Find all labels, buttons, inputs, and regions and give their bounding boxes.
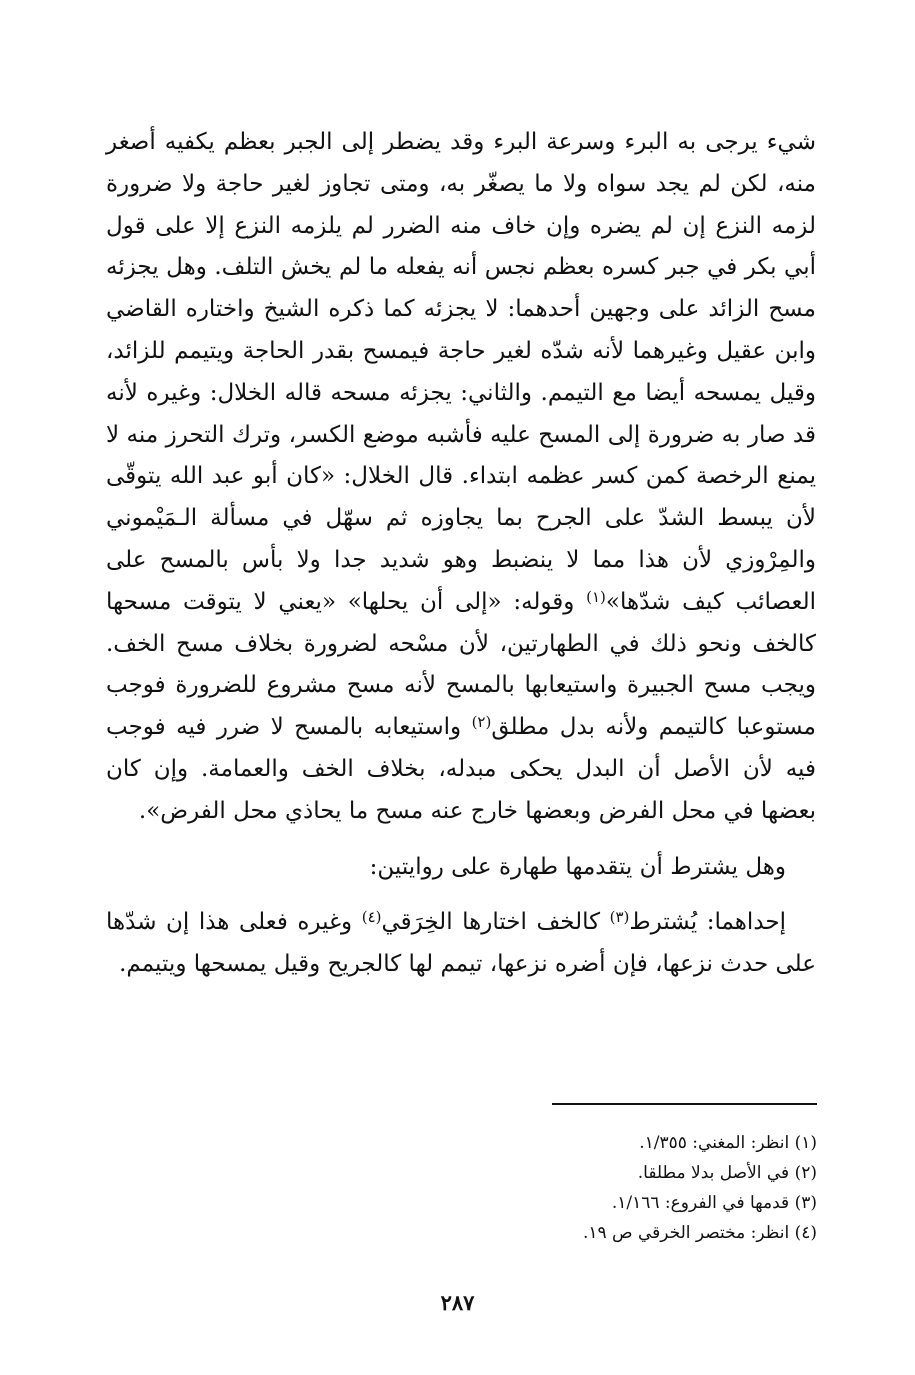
footnote-ref-4: (٤) xyxy=(361,908,382,927)
main-text xyxy=(106,122,816,986)
text-segment: واستيعابه بالمسح لا ضرر فيه فوجب فيه لأن الأصل أن البدل يحكى مبدله، بخلاف الخف والعمامة. وإن كان بعضها في محل الفرض وبعضها خارج عنه مسح ما يحاذي محل الفرض». xyxy=(106,714,816,824)
footnote-ref-1: (١) xyxy=(586,587,606,606)
text-segment: إحداهما: يُشترط xyxy=(629,909,786,936)
paragraph-1 xyxy=(106,122,816,833)
footnote-3: (٣) قدمها في الفروع: ١/١٦٦. xyxy=(611,1193,817,1213)
footnote-2: (٢) في الأصل بدلا مطلقا. xyxy=(637,1163,817,1183)
footnotes xyxy=(217,1128,817,1248)
footnote-ref-2: (٢) xyxy=(471,713,492,732)
text-segment: وهل يشترط أن يتقدمها طهارة على روايتين: xyxy=(369,853,786,880)
footnote-ref-3: (٣) xyxy=(609,908,630,927)
paragraph-2 xyxy=(106,847,816,889)
page-number: ٢٨٧ xyxy=(440,1290,475,1315)
footnote-4: (٤) انظر: مختصر الخرقي ص ١٩. xyxy=(582,1223,817,1243)
text-segment: كالخف اختارها الخِرَقي xyxy=(381,909,610,936)
text-segment: وقوله: «إلى أن يحلها» «يعني لا يتوقت مسحها كالخف ونحو ذلك في الطهارتين، لأن مسْحه لضرورة بخلاف مسح الخف. ويجب مسح الجبيرة واستيعابها بالمسح لأنه مسح مشروع للضرورة فوجب مستوعبا كالتيمم ولأنه بدل مطلق xyxy=(106,588,816,741)
footnote-1: (١) انظر: المغني: ١/٣٥٥. xyxy=(639,1133,817,1153)
paragraph-3 xyxy=(106,902,816,986)
text-segment: شيء يرجى به البرء وسرعة البرء وقد يضطر إلى الجبر بعظم يكفيه أصغر منه، لكن لم يجد سواه ولا ما يصغّر به، ومتى تجاوز لغير حاجة ولا ضرورة لزمه النزع إن لم يضره وإن خاف منه الضرر لم يلزمه النزع إلا على قول أبي بكر في جبر كسره بعظم نجس أنه يفعله ما لم يخش التلف. وهل يجزئه مسح الزائد على وجهين أحدهما: لا يجزئه كما ذكره الشيخ واختاره القاضي وابن عقيل وغيرهما لأنه شدّه لغير حاجة فيمسح بقدر الحاجة ويتيمم للزائد، وقيل يمسحه أيضا مع التيمم. والثاني: يجزئه مسحه قاله الخلال: وغيره لأنه قد صار به ضرورة إلى المسح عليه فأشبه موضع الكسر، وترك التحرز منه لا يمنع الرخصة كمن كسر عظمه ابتداء. قال الخلال: «كان أبو عبد الله يتوقّى لأن يبسط الشدّ على الجرح بما يجاوزه ثم سهّل في مسألة الـمَيْموني والمِرْوزي لأن هذا مما لا ينضبط وهو شديد جدا ولا بأس بالمسح على العصائب كيف شدّها» xyxy=(106,129,816,615)
text-segment: وغيره فعلى هذا إن شدّها على حدث نزعها، فإن أضره نزعها، تيمم لها كالجريح وقيل يمسحها ويتيمم. xyxy=(106,909,816,978)
footnote-separator xyxy=(552,1103,817,1105)
